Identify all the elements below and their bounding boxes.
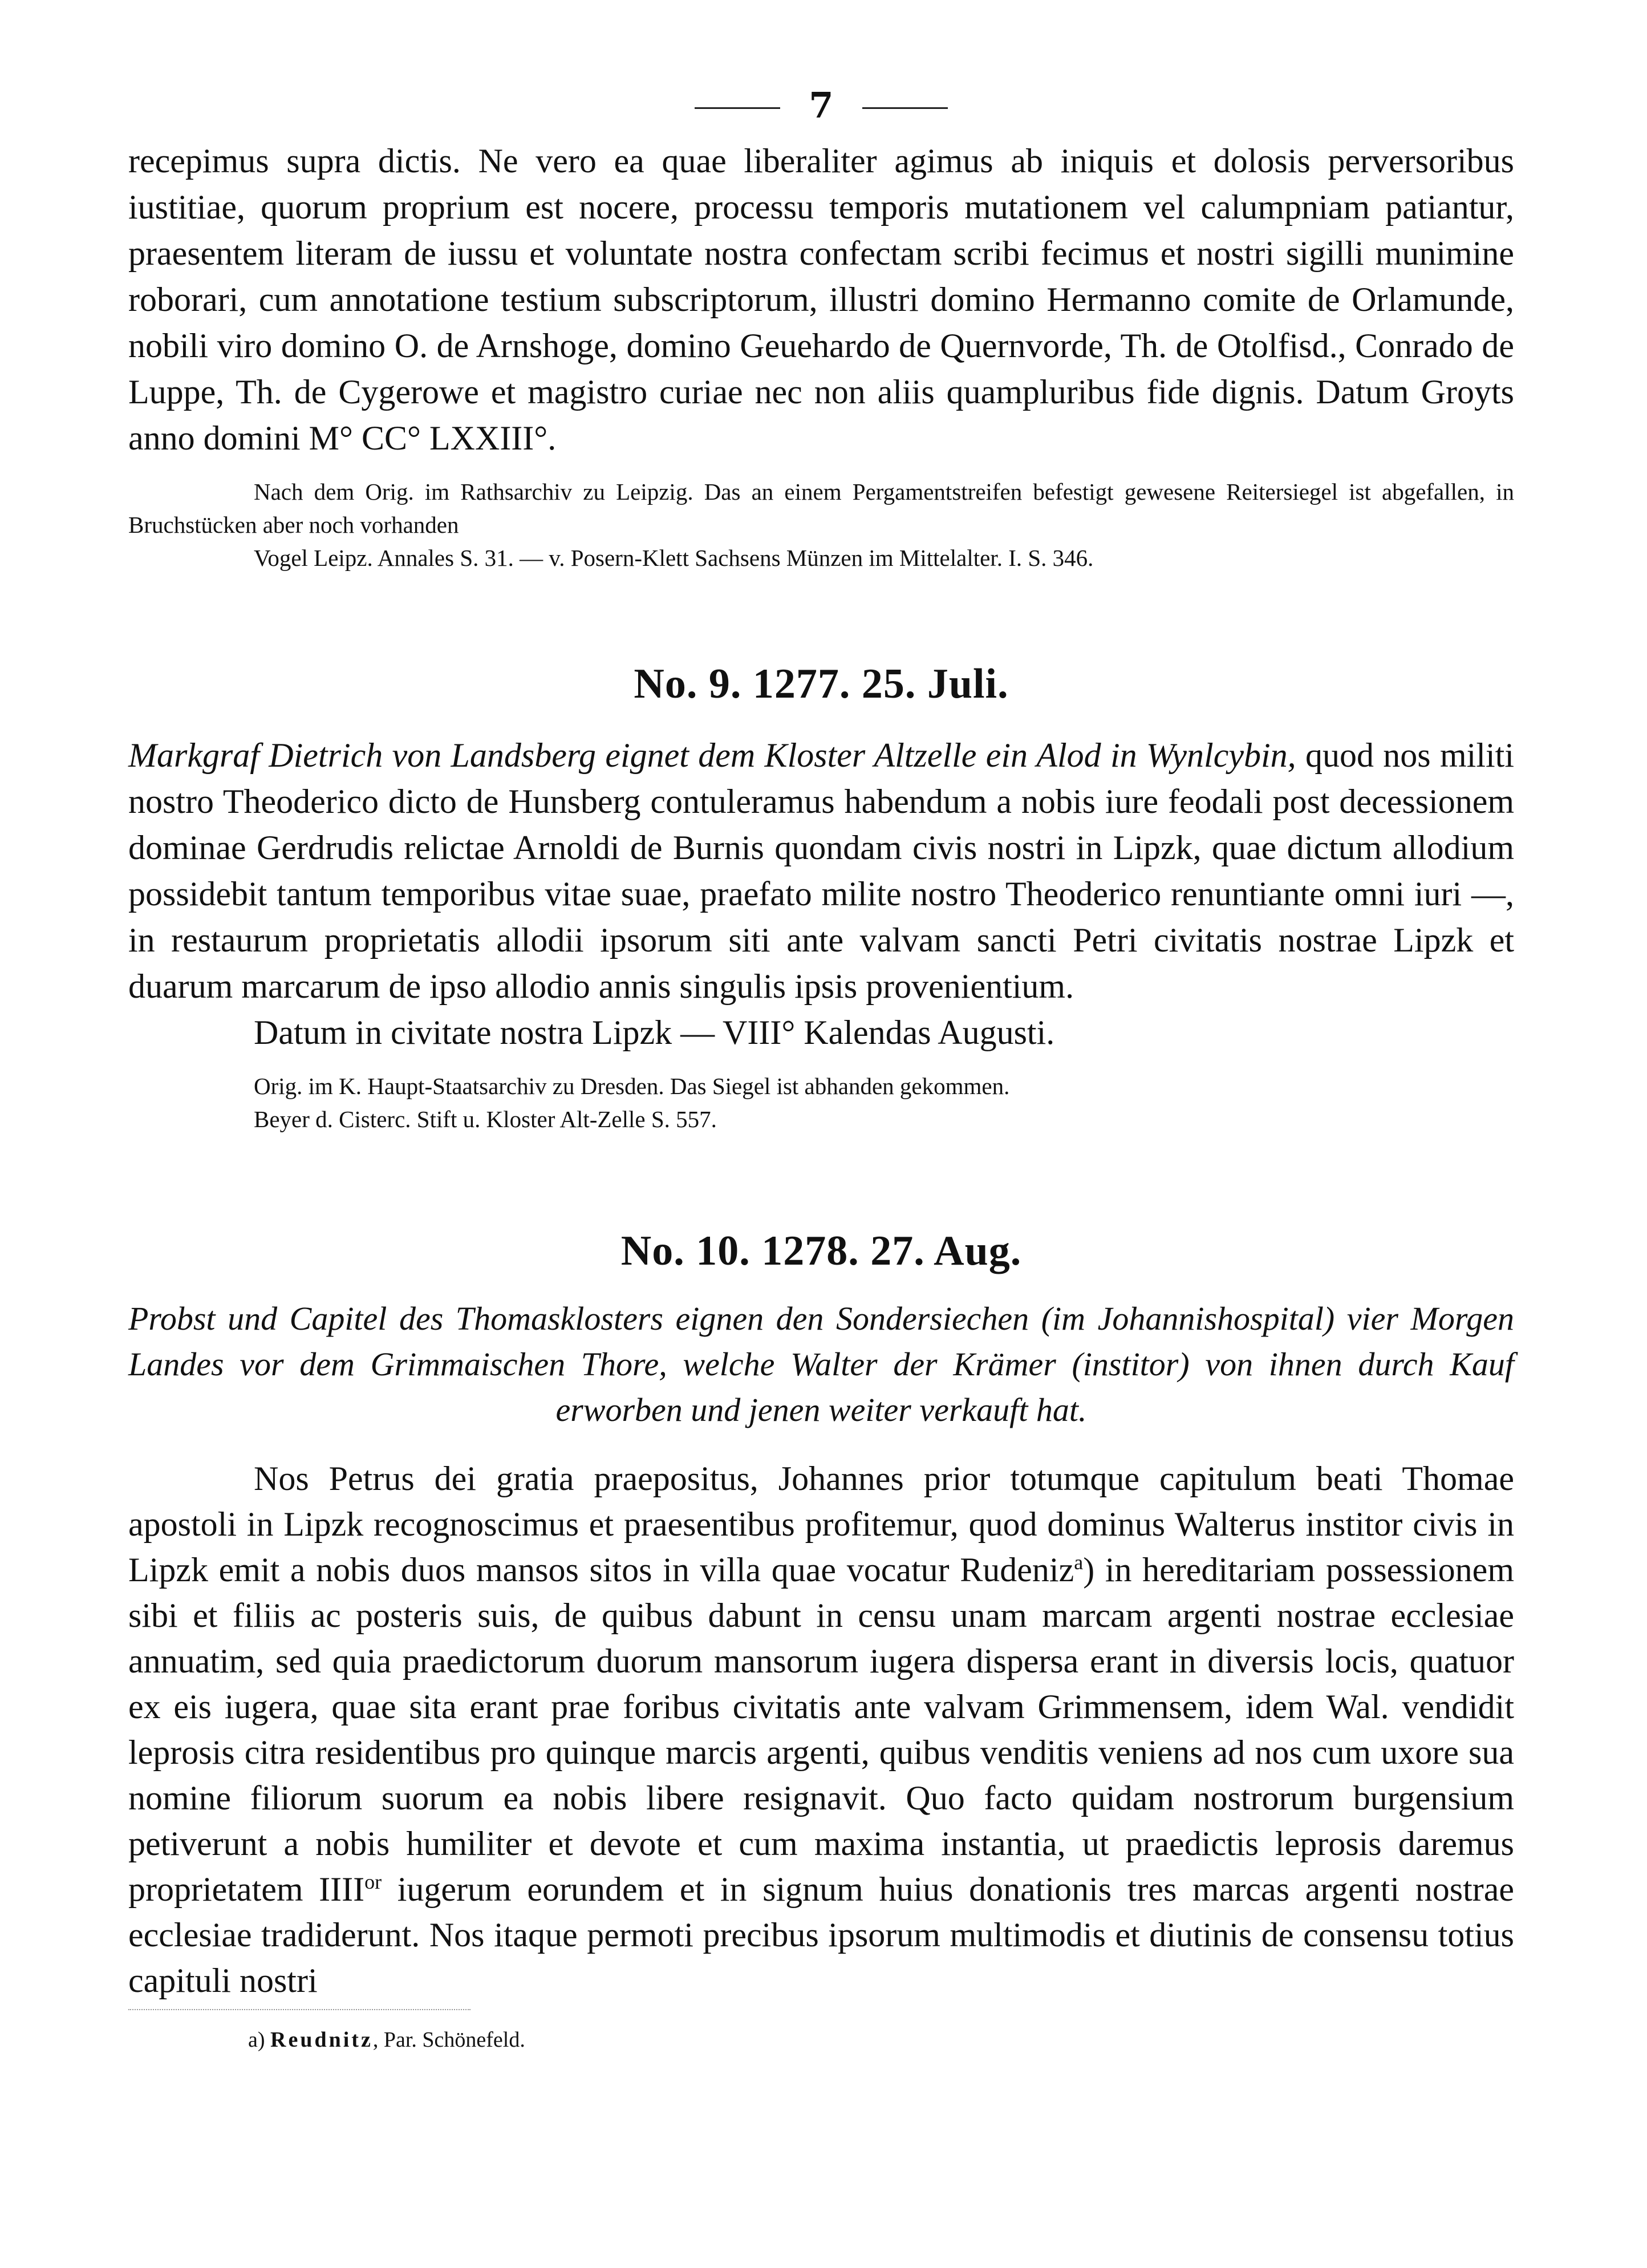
continuation-text: recepimus supra dictis. Ne vero ea quae liberaliter agimus ab iniquis et dolosis perversoribus iustitiae, quorum proprium est nocere, processu temporis mutationem vel calumpniam patiantur, praesentem literam de iussu et voluntate nostra confectam scribi fecimus et nostri sigilli munimine roborari, cum annotatione testium subscriptorum, illustri domino Hermanno comite de Orlamunde, nobili viro domino O. de Arnshoge, domino Geuehardo de Quernvorde, Th. de Otolfisd., Conrado de Luppe, Th. de Cygerowe et magistro curiae nec non aliis quampluribus fide dignis. Datum Groyts anno domini M° CC° LXXIII°.: [128, 142, 1514, 457]
ordinal-superscript: or: [364, 1870, 382, 1893]
page-number: 7: [128, 86, 1514, 125]
footnote-place: Reudnitz: [270, 2028, 373, 2052]
document-page: [128, 86, 1514, 2052]
rule-right: [862, 107, 948, 109]
doc9-note-source: Orig. im K. Haupt-Staatsarchiv zu Dresden. Das Siegel ist abhanden gekommen.: [254, 1073, 1010, 1099]
doc9-summary: Markgraf Dietrich von Landsberg eignet dem Kloster Altzelle ein Alod in Wynlcybin,: [128, 736, 1296, 774]
footnote-a: a) Reudnitz, Par. Schönefeld.: [248, 2028, 525, 2052]
doc9-date-line: Datum in civitate nostra Lipzk — VIII° Kalendas Augusti.: [254, 1014, 1055, 1051]
footnote-reference: a: [1074, 1551, 1084, 1574]
doc10-body: Nos Petrus dei gratia praepositus, Johannes prior totumque capitulum beati Thomae apostoli in Lipzk recognoscimus et praesentibus profitemur, quod dominus Walterus institor civis in Lipzk emit a nobis duos mansos sitos in villa quae vocatur Rudeniz$^a$) in hereditariam possessionem sibi et filiis ac posteris suis, de quibus dabunt in censu unam marcam argenti nostrae ecclesiae annuatim, sed quia praedictorum duorum mansorum iugera dispersa erant in diversis locis, quatuor ex eis iugera, quae sita erant prae foribus civitatis ante valvam Grimmensem, idem Wal. vendidit leprosis citra residentibus pro quinque marcis argenti, quibus venditis veniens ad nos cum uxore sua nomine filiorum suorum ea nobis libere resignavit. Quo facto quidam nostrorum burgensium petiverunt a nobis humiliter et devote et cum maxima instantia, ut praedictis leprosis daremus proprietatem $IIII^{or}$ iugerum eorundem et in signum huius donationis tres marcas argenti nostrae ecclesiae tradiderunt. Nos itaque permoti precibus ipsorum multimodis et diutinis de consensu totius capituli nostri: [128, 1460, 1514, 1999]
doc9-body: quod nos militi nostro Theoderico dicto de Hunsberg contuleramus habendum a nobis iure feodali post decessionem dominae Gerdrudis relictae Arnoldi de Burnis quondam civis nostri in Lipzk, quae dictum allodium possidebit tantum temporibus vitae suae, praefato milite nostro Theoderico renuntiante omni iuri —, in restaurum proprietatis allodii ipsorum siti ante valvam sancti Petri civitatis nostrae Lipzk et duarum marcarum de ipso allodio annis singulis ipsis provenientium.: [128, 736, 1515, 1005]
footnote-rule: [128, 2009, 470, 2010]
doc9-text: [128, 732, 1514, 1010]
doc10-summary: Probst und Capitel des Thomasklosters eignen den Sondersiechen (im Johannishospital) vier Morgen Landes vor dem Grimmaischen Thore, welche Walter der Krämer (institor) von ihnen durch Kauf erworben und jenen weiter verkauft hat.: [128, 1300, 1514, 1428]
rule-left: [695, 107, 780, 109]
doc9-note-literature: Beyer d. Cisterc. Stift u. Kloster Alt-Zelle S. 557.: [254, 1106, 717, 1132]
continuation-note-literature: Vogel Leipz. Annales S. 31. — v. Posern-Klett Sachsens Münzen im Mittelalter. I. S. 346.: [254, 545, 1094, 571]
continuation-note-source: Nach dem Orig. im Rathsarchiv zu Leipzig. Das an einem Pergamentstreifen befestigt gewesene Reitersiegel ist abgefallen, in Bruchstücken aber noch vorhanden: [128, 479, 1514, 538]
document-heading-no9: No. 9. 1277. 25. Juli.: [634, 661, 1009, 707]
document-heading-no10: No. 10. 1278. 27. Aug.: [620, 1228, 1022, 1274]
